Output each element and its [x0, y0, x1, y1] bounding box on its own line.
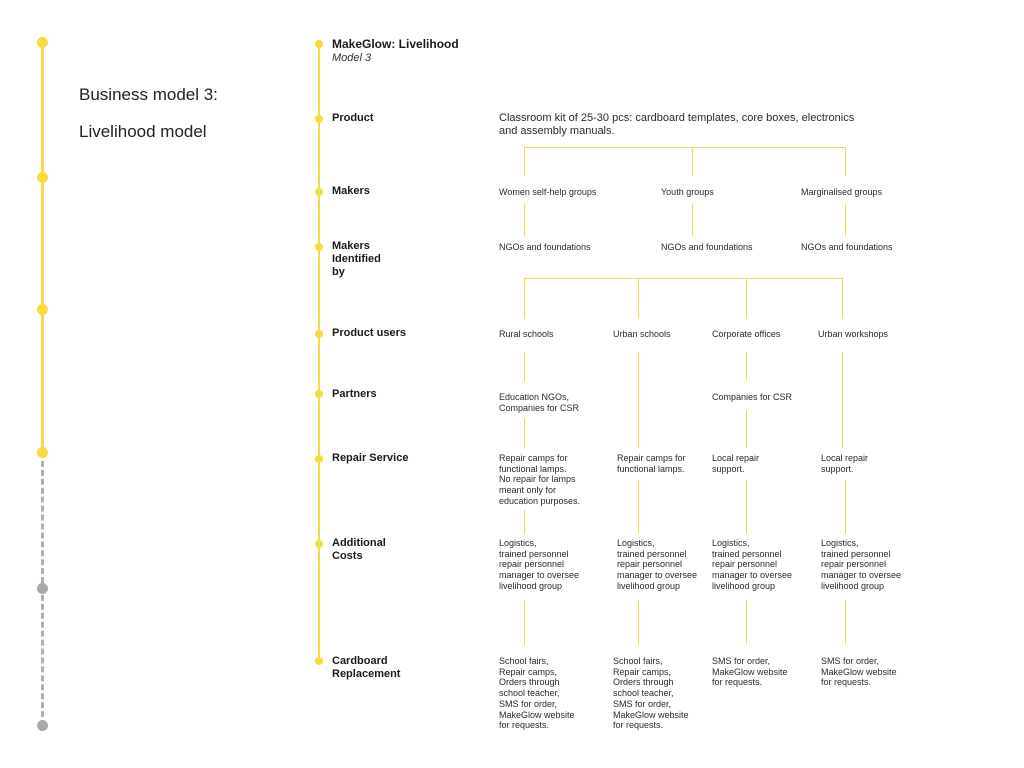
user-urban-schools: Urban schools — [613, 329, 671, 339]
maker-youth-groups: Youth groups — [661, 187, 714, 197]
connector — [746, 600, 747, 645]
progress-step-3-dot[interactable] — [37, 304, 48, 315]
connector — [746, 278, 747, 319]
connector — [692, 204, 693, 236]
timeline-dot-costs — [315, 540, 323, 548]
progress-step-5-dot[interactable] — [37, 583, 48, 594]
connector — [524, 147, 525, 176]
connector — [845, 204, 846, 236]
cardboard-rural: School fairs, Repair camps, Orders through school teacher, SMS for order, MakeGlow website for requests. — [499, 656, 575, 731]
row-timeline — [318, 44, 320, 662]
cost-urban-schools: Logistics, trained personnel repair personnel manager to oversee livelihood group — [617, 538, 698, 591]
connector — [845, 480, 846, 534]
connector — [524, 278, 843, 279]
progress-step-1-dot[interactable] — [37, 37, 48, 48]
user-rural-schools: Rural schools — [499, 329, 554, 339]
timeline-dot-partners — [315, 390, 323, 398]
connector — [638, 600, 639, 645]
maker-women-groups: Women self-help groups — [499, 187, 597, 197]
progress-step-2-dot[interactable] — [37, 172, 48, 183]
connector — [524, 418, 525, 448]
connector — [845, 600, 846, 645]
timeline-dot-repair — [315, 455, 323, 463]
repair-corporate: Local repair support. — [712, 453, 760, 474]
product-description: Classroom kit of 25-30 pcs: cardboard templates, core boxes, electronics and assembly manuals. — [499, 112, 855, 137]
cardboard-urban-schools: School fairs, Repair camps, Orders through school teacher, SMS for order, MakeGlow website for requests. — [613, 656, 689, 731]
connector — [638, 352, 639, 448]
identified-by-2: NGOs and foundations — [661, 242, 753, 252]
row-label-makers: Makers — [332, 185, 370, 197]
model-subtitle: Model 3 — [332, 52, 372, 64]
row-label-users: Product users — [332, 327, 406, 339]
partner-corporate: Companies for CSR — [712, 392, 793, 402]
connector — [524, 352, 525, 381]
cost-rural: Logistics, trained personnel repair personnel manager to oversee livelihood group — [499, 538, 580, 591]
connector — [746, 480, 747, 534]
timeline-dot-header — [315, 40, 323, 48]
connector — [524, 600, 525, 645]
connector — [845, 147, 846, 176]
progress-step-4-dot[interactable] — [37, 447, 48, 458]
model-title: MakeGlow: Livelihood — [332, 37, 459, 51]
timeline-dot-identified — [315, 243, 323, 251]
identified-by-3: NGOs and foundations — [801, 242, 893, 252]
connector — [638, 278, 639, 319]
connector — [524, 510, 525, 534]
connector — [524, 204, 525, 236]
cardboard-urban-workshops: SMS for order, MakeGlow website for requests. — [821, 656, 897, 688]
connector — [746, 410, 747, 448]
repair-urban-schools: Repair camps for functional lamps. — [617, 453, 686, 474]
user-corporate-offices: Corporate offices — [712, 329, 781, 339]
partner-rural: Education NGOs, Companies for CSR — [499, 392, 580, 413]
row-label-cardboard: Cardboard Replacement — [332, 655, 401, 680]
connector — [746, 352, 747, 381]
cost-urban-workshops: Logistics, trained personnel repair personnel manager to oversee livelihood group — [821, 538, 902, 591]
maker-marginalised-groups: Marginalised groups — [801, 187, 883, 197]
progress-track-completed — [41, 42, 44, 452]
timeline-dot-cardboard — [315, 657, 323, 665]
timeline-dot-product — [315, 115, 323, 123]
repair-urban-workshops: Local repair support. — [821, 453, 869, 474]
row-label-partners: Partners — [332, 388, 377, 400]
user-urban-workshops: Urban workshops — [818, 329, 889, 339]
timeline-dot-users — [315, 330, 323, 338]
repair-rural: Repair camps for functional lamps. No repair for lamps meant only for education purposes. — [499, 453, 581, 506]
progress-step-6-dot[interactable] — [37, 720, 48, 731]
connector — [842, 278, 843, 319]
row-label-product: Product — [332, 112, 374, 124]
connector — [692, 147, 693, 176]
cost-corporate: Logistics, trained personnel repair personnel manager to oversee livelihood group — [712, 538, 793, 591]
row-label-identified: Makers Identified by — [332, 240, 381, 278]
row-label-repair: Repair Service — [332, 452, 409, 464]
section-title-line1: Business model 3: — [79, 85, 218, 104]
connector — [842, 352, 843, 448]
timeline-dot-makers — [315, 188, 323, 196]
connector — [638, 480, 639, 534]
identified-by-1: NGOs and foundations — [499, 242, 591, 252]
connector — [524, 147, 846, 148]
section-title-line2: Livelihood model — [79, 122, 207, 141]
row-label-costs: Additional Costs — [332, 537, 386, 562]
cardboard-corporate: SMS for order, MakeGlow website for requests. — [712, 656, 788, 688]
connector — [524, 278, 525, 319]
